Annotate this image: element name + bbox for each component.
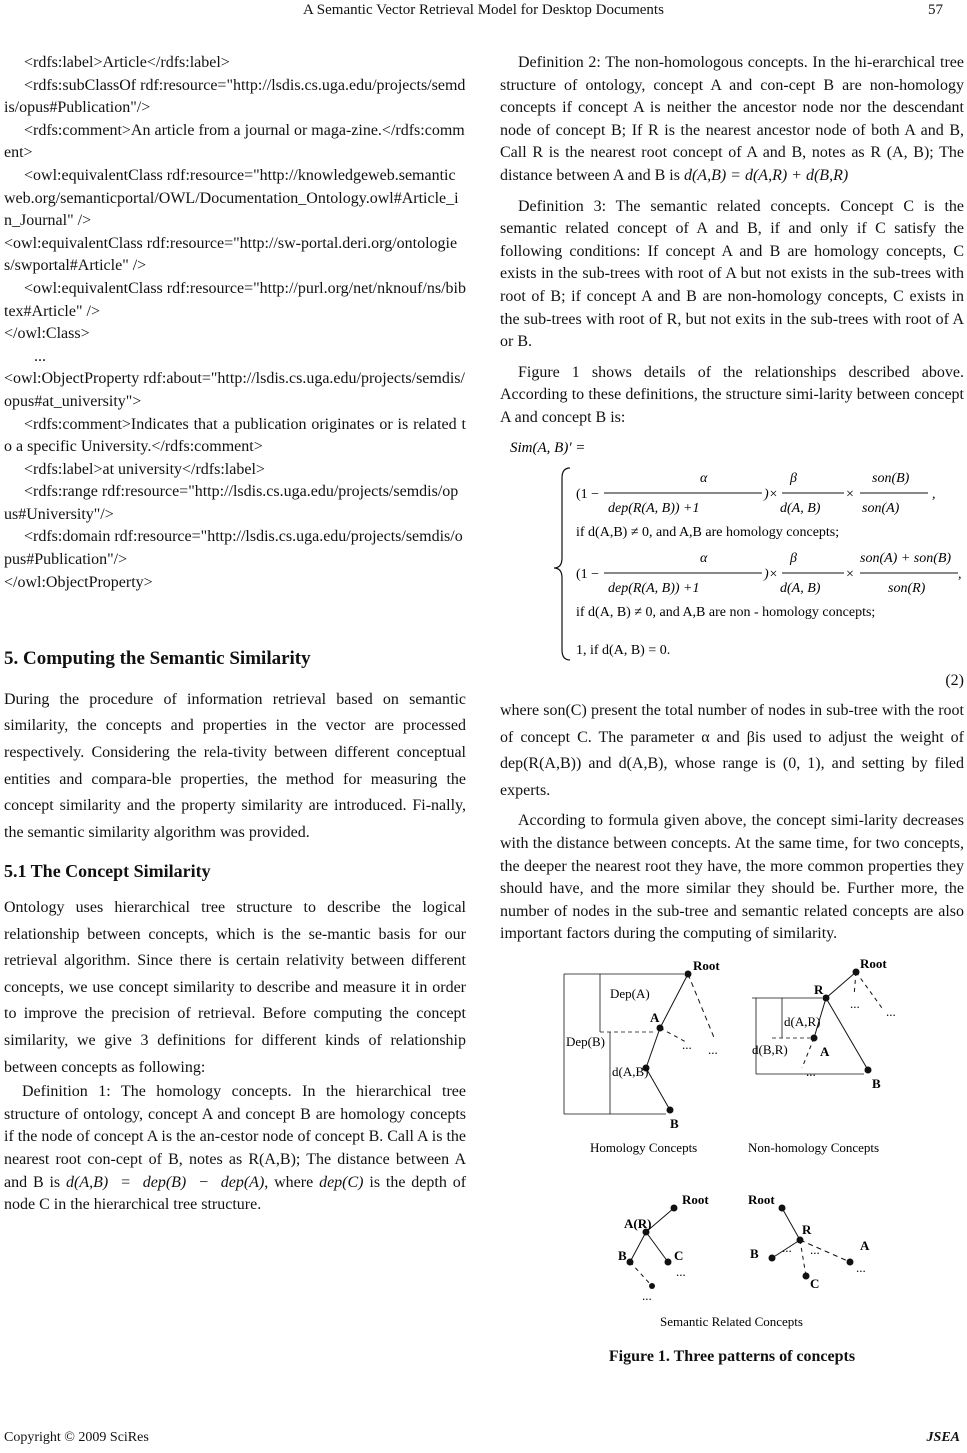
definition-1-where: , where [264,1173,314,1191]
equation-case-2 [576,551,962,620]
node-c-label: C [810,1276,820,1292]
section-paragraph: During the procedure of information retrieval based on semantic similarity, the concepts and properties in the vector are processed respectively. Considering the rela-tivity between different conceptual entities and compara-ble properties, the method for measuring the concept similarity and the property similarity are introduced. Fi-nally, the semantic similarity algorithm was provided. [4,690,466,841]
equation-case-1 [576,471,936,540]
dots-label: ... [886,1004,896,1020]
dots-label: ... [676,1264,686,1280]
definition-2-text: Definition 2: The non-homologous concepts. In the hi-erarchical tree structure of ontology, concept A and con-cept B are non-homology concepts if concept A is neither the ancestor node nor the descendant node of concept B; If R is the nearest ancestor node of both A and B, Call R is the nearest root concept of A and B, notes as R (A, B); The distance between A and B is [500,54,964,184]
related-diagram-right [748,1192,870,1291]
svg-text:son(A): son(A) [862,500,900,516]
node-b-label: B [670,1116,679,1132]
definition-1-depc: dep(C) [319,1173,364,1191]
node-ar-label: A(R) [624,1216,652,1232]
dep-b-label: Dep(B) [566,1034,605,1050]
page-header [0,2,967,24]
node-b-label: B [872,1076,881,1092]
definition-1 [4,1081,466,1217]
code-line: <owl:equivalentClass rdf:resource="http://purl.org/net/nknouf/ns/bibtex#Article" /> [4,279,466,320]
code-line: ... [34,347,46,365]
node-b-label: B [750,1246,759,1262]
svg-text:×: × [846,486,854,502]
right-column [500,52,964,1365]
where-paragraph: where son(C) present the total number of nodes in sub-tree with the root of concept C. The parameter α and βis used to adjust the weight of dep(R(A,B)) and d(A,B), whose range is (0, 1), and setting by filed experts. [500,702,964,799]
svg-text:son(A) + son(B): son(A) + son(B) [860,550,952,566]
definition-1-text: Definition 1: The homology concepts. In the hierarchical tree structure of ontology, concept A and concept B are homology concepts if the node of concept A is the an-cestor node of concept B. Call A is the nearest root con-cept of B, notes as R(A,B); The distance between A and B is [4,1083,466,1191]
left-column [4,52,466,1217]
code-line: </owl:Class> [4,325,90,343]
root-label: Root [682,1192,709,1208]
code-line: <rdfs:comment>An article from a journal or maga-zine.</rdfs:comment> [4,121,465,162]
svg-text:×: × [846,566,854,582]
svg-text:,: , [932,486,936,502]
equation-2-svg [500,430,964,670]
d-ab-label: d(A,B) [612,1064,649,1080]
node-c [803,1273,810,1280]
case-brace [554,468,570,660]
d-ar-label: d(A,R) [784,1014,821,1030]
case-3: 1, if d(A, B) = 0. [576,642,671,658]
figure-caption: Figure 1. Three patterns of concepts [608,1347,856,1365]
node-c [665,1259,672,1266]
node-b-label: B [618,1248,627,1264]
node-a [811,1035,818,1042]
equation-2 [500,430,964,670]
dots-label: ... [708,1042,718,1058]
node-b [865,1067,872,1074]
svg-text:d(A, B): d(A, B) [780,580,821,596]
journal-name: JSEA [926,1430,960,1445]
case-2-condition: if d(A, B) ≠ 0, and A,B are non - homology concepts; [576,604,876,620]
subsection-paragraph: Ontology uses hierarchical tree structure to describe the logical relationship between concepts, which is the se-mantic basis for our retrieval algorithm. Since there is certain relativity between different concepts, we use concept similarity to describe and measure it in order to improve the precision of retrieval. Before computing the concept similarity, we give 3 definitions for different kinds of relationship between concepts as following: [4,899,466,1076]
case-1-condition: if d(A,B) ≠ 0, and A,B are homology concepts; [576,524,840,540]
svg-text:son(R): son(R) [888,580,926,596]
dots-label: ... [682,1037,692,1053]
code-line: <rdfs:subClassOf rdf:resource="http://lsdis.cs.uga.edu/projects/semdis/opus#Publication"/> [4,76,466,117]
node-a-label: A [860,1238,870,1254]
svg-text:β: β [790,550,797,566]
figure-1 [500,946,964,1365]
code-line: <owl:equivalentClass rdf:resource="http://sw-portal.deri.org/ontologies/swportal#Article" /> [4,234,458,275]
node-a-label: A [650,1010,660,1026]
definition-1-formula: d(A,B) = dep(B) − dep(A) [66,1173,265,1191]
dep-a-label: Dep(A) [610,986,650,1002]
svg-text:dep(R(A, B)) +1: dep(R(A, B)) +1 [608,500,700,516]
definition-3: Definition 3: The semantic related concepts. Concept C is the semantic related concept of A and B, if and only if C satisfy the following conditions: If concept A and B are homology concepts, C exists in the sub-trees with root of A but not exists in the sub-trees with root of B; if concept A and B are non-homology concepts, C exists in the sub-trees with root of R, but not exits in the sub-trees with root of A or B. [500,197,964,351]
definition-2 [500,52,964,188]
code-line: <rdfs:domain rdf:resource="http://lsdis.cs.uga.edu/projects/semdis/opus#Publication"/> [4,528,463,569]
code-line: <rdfs:range rdf:resource="http://lsdis.cs.uga.edu/projects/semdis/opus#University"/> [4,483,459,523]
code-line: <rdfs:label>at university</rdfs:label> [24,460,265,478]
running-title: A Semantic Vector Retrieval Model for Desktop Documents [303,2,664,18]
svg-text:)×: )× [764,566,779,582]
svg-text:α: α [700,470,708,486]
definition-2-formula: d(A,B) = d(A,R) + d(B,R) [683,166,849,184]
equation-number: (2) [945,671,964,689]
page-number: 57 [928,2,943,18]
figure-intro: Figure 1 shows details of the relationships described above. According to these definitions, the structure simi-larity between concept A and concept B is: [500,363,964,426]
svg-text:)×: )× [764,486,779,502]
svg-text:son(B): son(B) [872,470,910,486]
node-a [847,1259,854,1266]
d-br-label: d(B,R) [752,1042,788,1058]
dots-label: ... [642,1288,652,1304]
code-line: <owl:equivalentClass rdf:resource="http://knowledgeweb.semanticweb.org/semanticportal/OWL/Documentation_Ontology.owl#Article_in_Journal" /> [4,166,459,230]
svg-text:dep(R(A, B)) +1: dep(R(A, B)) +1 [608,580,700,596]
svg-text:,: , [958,566,962,582]
equation-lhs: Sim(A, B)' = [510,439,586,456]
dots-label: ... [856,1260,866,1276]
node-r-label: R [814,982,824,998]
subsection-heading: 5.1 The Concept Similarity [4,861,211,882]
svg-text:d(A, B): d(A, B) [780,500,821,516]
owl-code-listing [4,52,466,594]
dots-label: ... [810,1242,820,1258]
nonhomology-diagram [748,956,896,1155]
related-caption: Semantic Related Concepts [660,1314,803,1330]
node-c-label: C [674,1248,684,1264]
definition-1-tail: is the depth of node C in the hierarchical tree structure. [4,1173,467,1214]
section-heading: 5. Computing the Semantic Similarity [4,648,311,670]
node-r-label: R [802,1222,812,1238]
svg-text:(1 −: (1 − [576,486,600,502]
dots-label: ... [850,996,860,1012]
root-label: Root [860,956,887,972]
root-label: Root [748,1192,775,1208]
dots-label: ... [806,1064,816,1080]
node-b [769,1255,776,1262]
code-line: <rdfs:comment>Indicates that a publication originates or is related to a specific University.</rdfs:comment> [4,415,466,456]
root-label: Root [693,958,720,974]
according-paragraph: According to formula given above, the concept simi-larity decreases with the distance between concepts. At the same time, for two concepts, the deeper the nearest root they have, the more common properties they should have, and the more similar they should be. Further more, the number of nodes in the sub-tree and semantic related concepts are also important factors during the computing of similarity. [500,812,964,943]
nonhomology-caption: Non-homology Concepts [748,1140,880,1156]
node-a-label: A [820,1044,830,1060]
node-b [667,1107,674,1114]
code-line: <owl:ObjectProperty rdf:about="http://lsdis.cs.uga.edu/projects/semdis/opus#at_university"> [4,370,465,410]
figure-1-diagram [500,946,964,1334]
code-line: <rdfs:label>Article</rdfs:label> [24,54,230,71]
homology-caption: Homology Concepts [590,1140,698,1156]
svg-text:α: α [700,550,708,566]
svg-text:β: β [790,470,797,486]
homology-diagram [564,958,720,1155]
copyright: Copyright © 2009 SciRes [4,1430,149,1445]
dots-label: ... [782,1240,792,1256]
code-line: </owl:ObjectProperty> [4,573,153,591]
related-diagram-left [618,1192,709,1303]
svg-text:(1 −: (1 − [576,566,600,582]
